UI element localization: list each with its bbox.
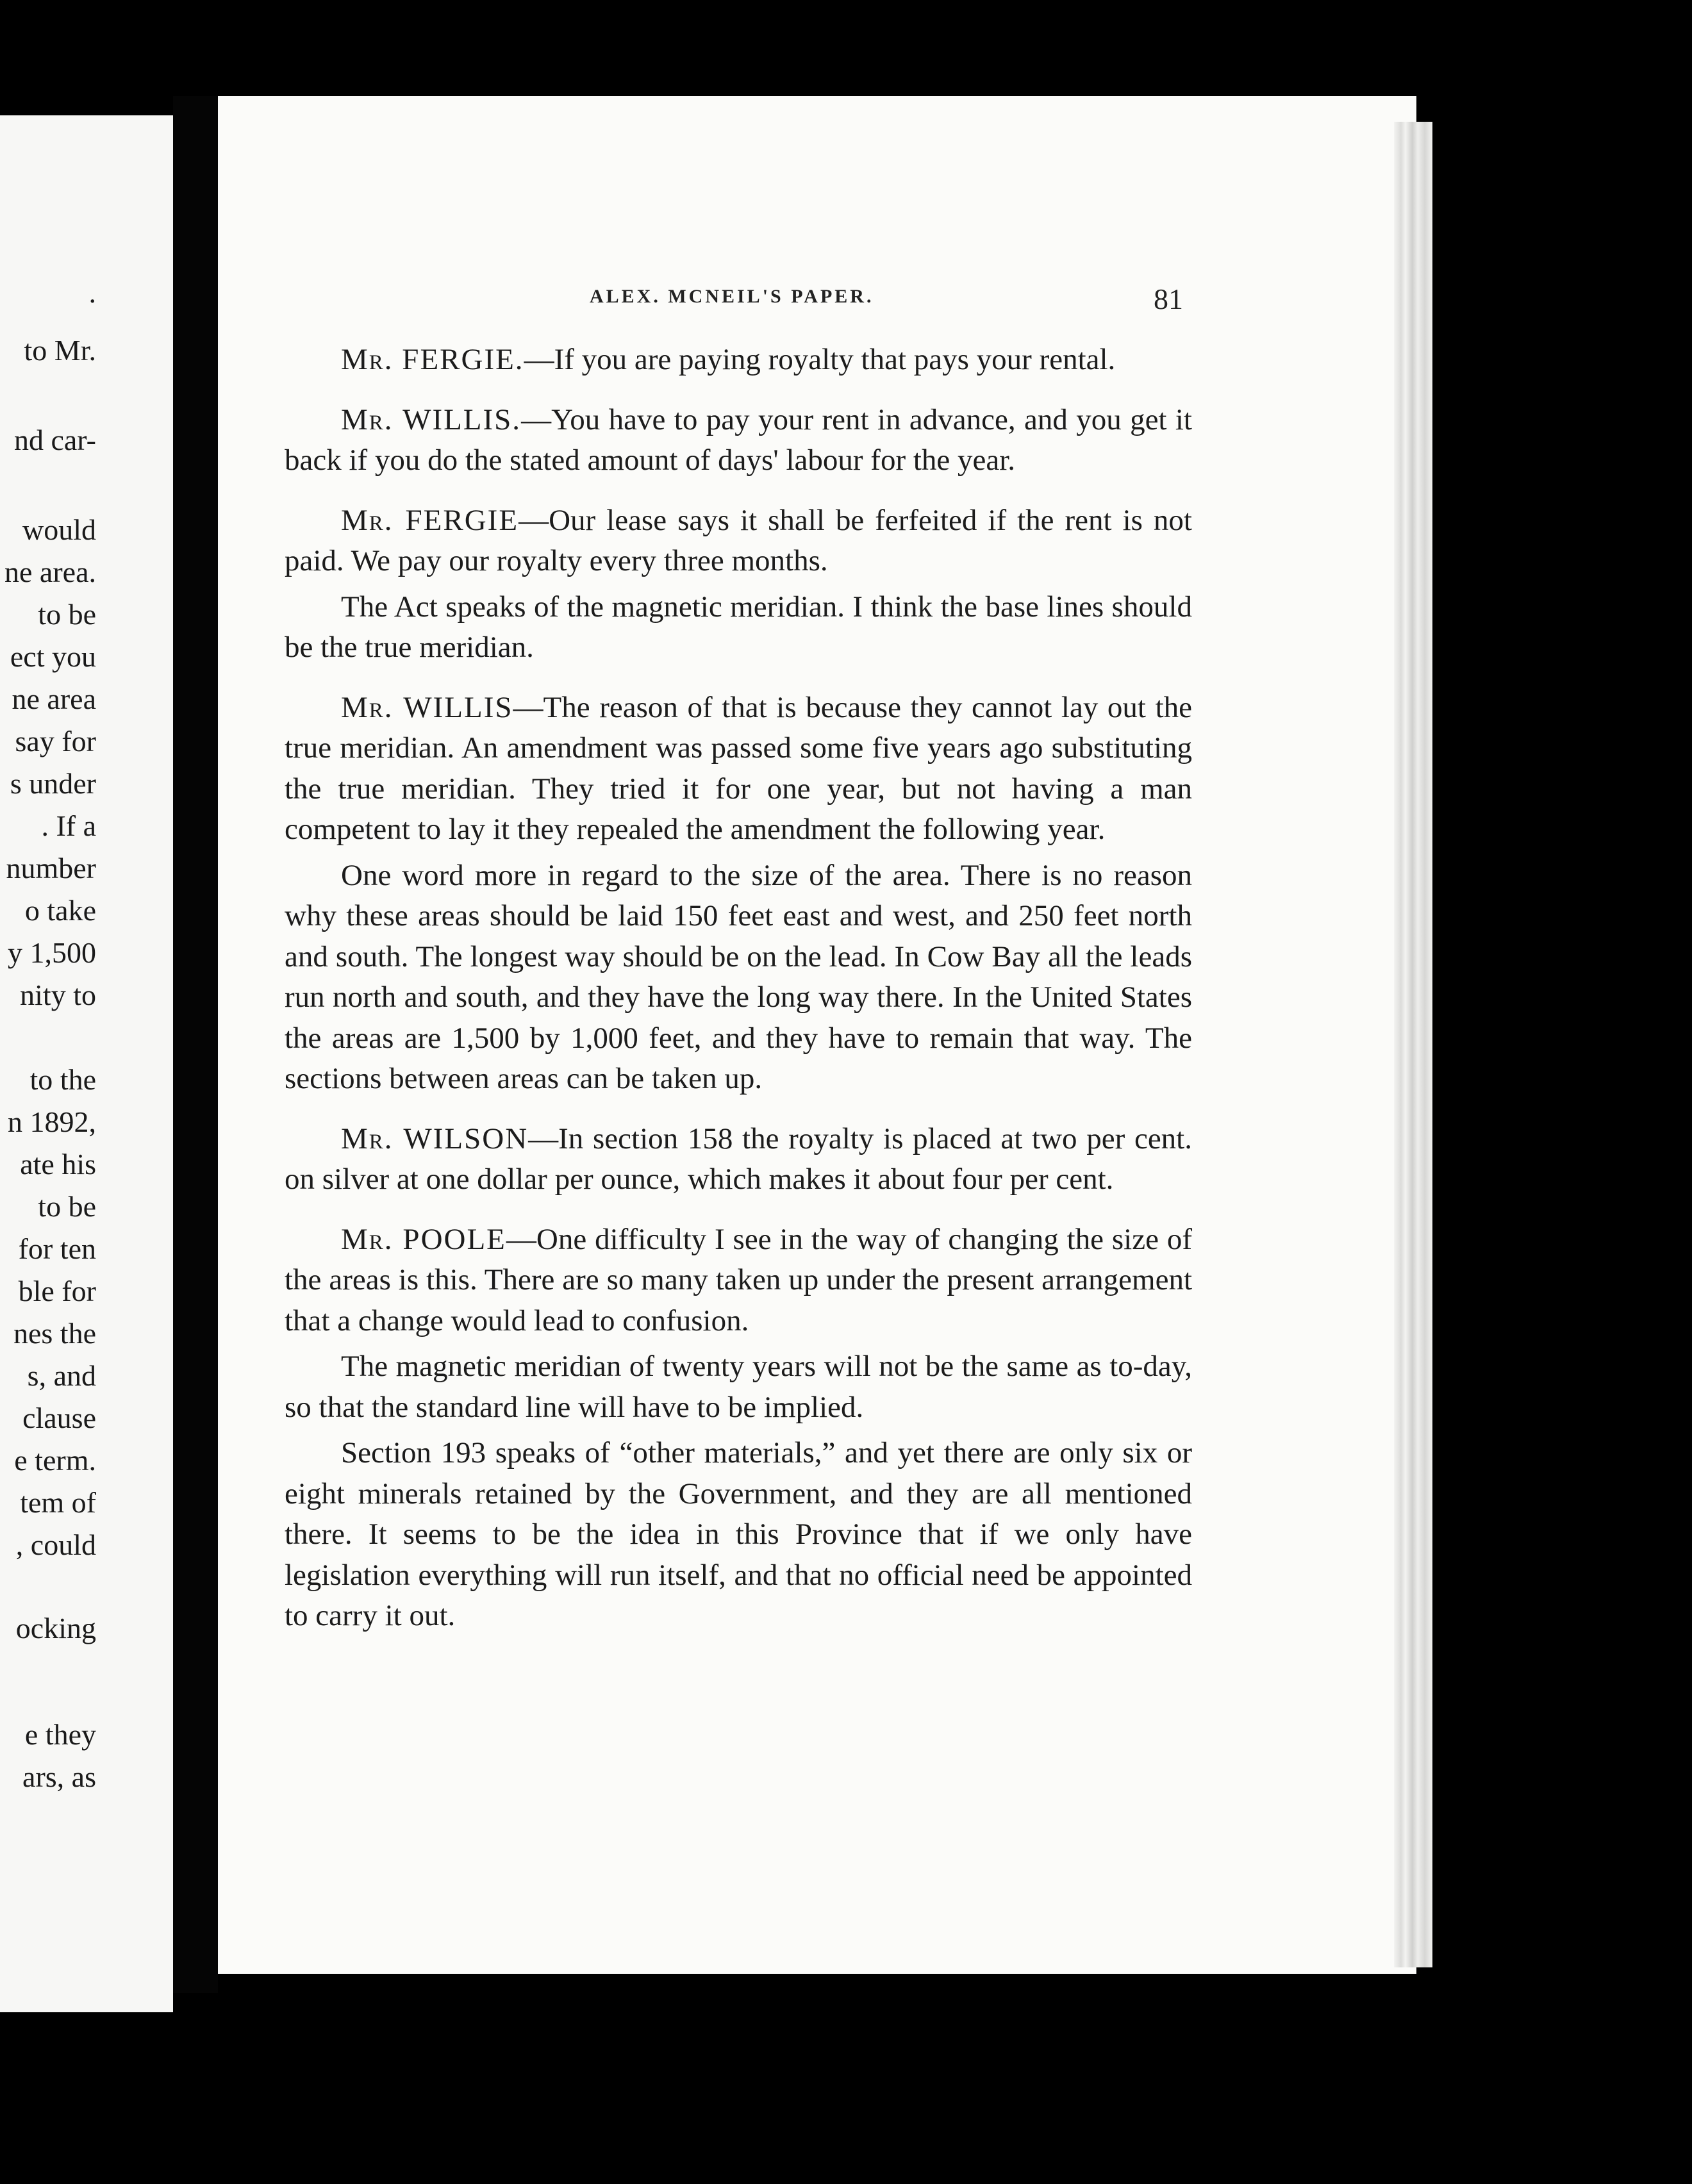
paragraph-text: —In section 158 the royalty is placed at two per cent. on silver at one dollar per ounce, which makes it about four per cent. — [285, 1121, 1192, 1196]
left-page-line: nd car- — [13, 424, 96, 456]
paragraph-text: —You have to pay your rent in advance, and you get it back if you do the stated amount of days' labour for the year. — [285, 402, 1192, 477]
book-gutter — [173, 96, 218, 1993]
left-page-line: to be — [38, 598, 96, 631]
speaker-name: Mr. POOLE — [341, 1222, 506, 1256]
left-page-line: say for — [15, 725, 96, 757]
speaker-name: Mr. WILLIS. — [341, 402, 522, 436]
left-page-line: s under — [10, 767, 96, 800]
paragraph-text: One word more in regard to the size of the area. There is no reason why these areas should be laid 150 feet east and west, and 250 feet north and south. The longest way should be on the lead. In Cow Bay all the leads run north and south, and they have the long way there. In the United States the areas are 1,500 by 1,000 feet, and they have to remain that way. The sections between areas can be taken up. — [285, 858, 1192, 1095]
left-page-line: ate his — [20, 1148, 96, 1180]
paragraph-text: The Act speaks of the magnetic meridian. I think the base lines should be the true meridian. — [285, 590, 1192, 664]
left-page-line: . — [88, 276, 96, 309]
left-page-line: y 1,500 — [8, 936, 96, 969]
paragraph-text: Section 193 speaks of “other materials,” and yet there are only six or eight minerals retained by the Government, and they are all mentioned there. It seems to be the idea in this Province that if we only have legislation everything will run itself, and that no official need be appointed to carry it out. — [285, 1436, 1192, 1632]
paragraph — [285, 1346, 1192, 1428]
speaker-name: Mr. WILLIS — [341, 690, 513, 724]
left-page-line: ble for — [18, 1275, 96, 1307]
paragraph — [285, 587, 1192, 668]
paragraph — [285, 1433, 1192, 1637]
page-edges — [1394, 122, 1432, 1967]
speaker-name: Mr. FERGIE — [341, 503, 519, 537]
paragraph-text: The magnetic meridian of twenty years will not be the same as to-day, so that the standard line will have to be implied. — [285, 1350, 1192, 1424]
left-page-line: to be — [38, 1190, 96, 1223]
left-page-line: nity to — [20, 979, 96, 1011]
left-page-line: e term. — [14, 1444, 96, 1477]
paragraph — [285, 500, 1192, 582]
left-page-line: s, and — [27, 1359, 96, 1392]
left-page-line: ocking — [15, 1612, 96, 1644]
speaker-name: Mr. WILSON — [341, 1121, 529, 1155]
paragraph — [285, 400, 1192, 481]
paragraph — [285, 688, 1192, 850]
speaker-name: Mr. FERGIE. — [341, 343, 524, 376]
paragraph-text: —Our lease says it shall be ferfeited if the rent is not paid. We pay our royalty every three months. — [285, 503, 1192, 577]
paragraph — [285, 1220, 1192, 1342]
left-page-line: , could — [15, 1528, 96, 1561]
left-page-line: ne area. — [4, 556, 96, 588]
left-page-line: o take — [24, 894, 96, 927]
left-page-line: would — [22, 513, 96, 546]
paragraph — [285, 856, 1192, 1100]
paragraph-text: —The reason of that is because they cannot lay out the true meridian. An amendment was passed some five years ago substituting the true meridian. They tried it for one year, but not having a man competent to lay it they repealed the amendment the following year. — [285, 690, 1192, 846]
left-page-line: to the — [29, 1063, 96, 1096]
page-number: 81 — [1154, 283, 1183, 315]
left-page-line: for ten — [18, 1232, 96, 1265]
paragraph-text: —If you are paying royalty that pays your rental. — [524, 343, 1116, 376]
running-header: ALEX. MCNEIL'S PAPER. — [590, 286, 874, 307]
left-page-line: ars, as — [22, 1760, 96, 1793]
paragraph-text: —One difficulty I see in the way of changing the size of the areas is this. There are so many taken up under the present arrangement that a change would lead to confusion. — [285, 1222, 1192, 1337]
left-page-line: number — [6, 852, 96, 884]
paragraph — [285, 340, 1192, 381]
left-page-line: ect you — [10, 640, 96, 673]
left-page-line: clause — [22, 1402, 96, 1434]
left-page-fragment — [0, 115, 173, 2012]
page-body — [285, 340, 1192, 1656]
left-page-line: n 1892, — [8, 1105, 96, 1138]
paragraph — [285, 1119, 1192, 1200]
left-page-line: e they — [24, 1718, 96, 1751]
left-page-line: ne area — [12, 682, 96, 715]
left-page-line: tem of — [20, 1486, 96, 1519]
left-page-line: nes the — [13, 1317, 96, 1350]
left-page-line: to Mr. — [24, 334, 96, 367]
left-page-line: . If a — [41, 809, 96, 842]
